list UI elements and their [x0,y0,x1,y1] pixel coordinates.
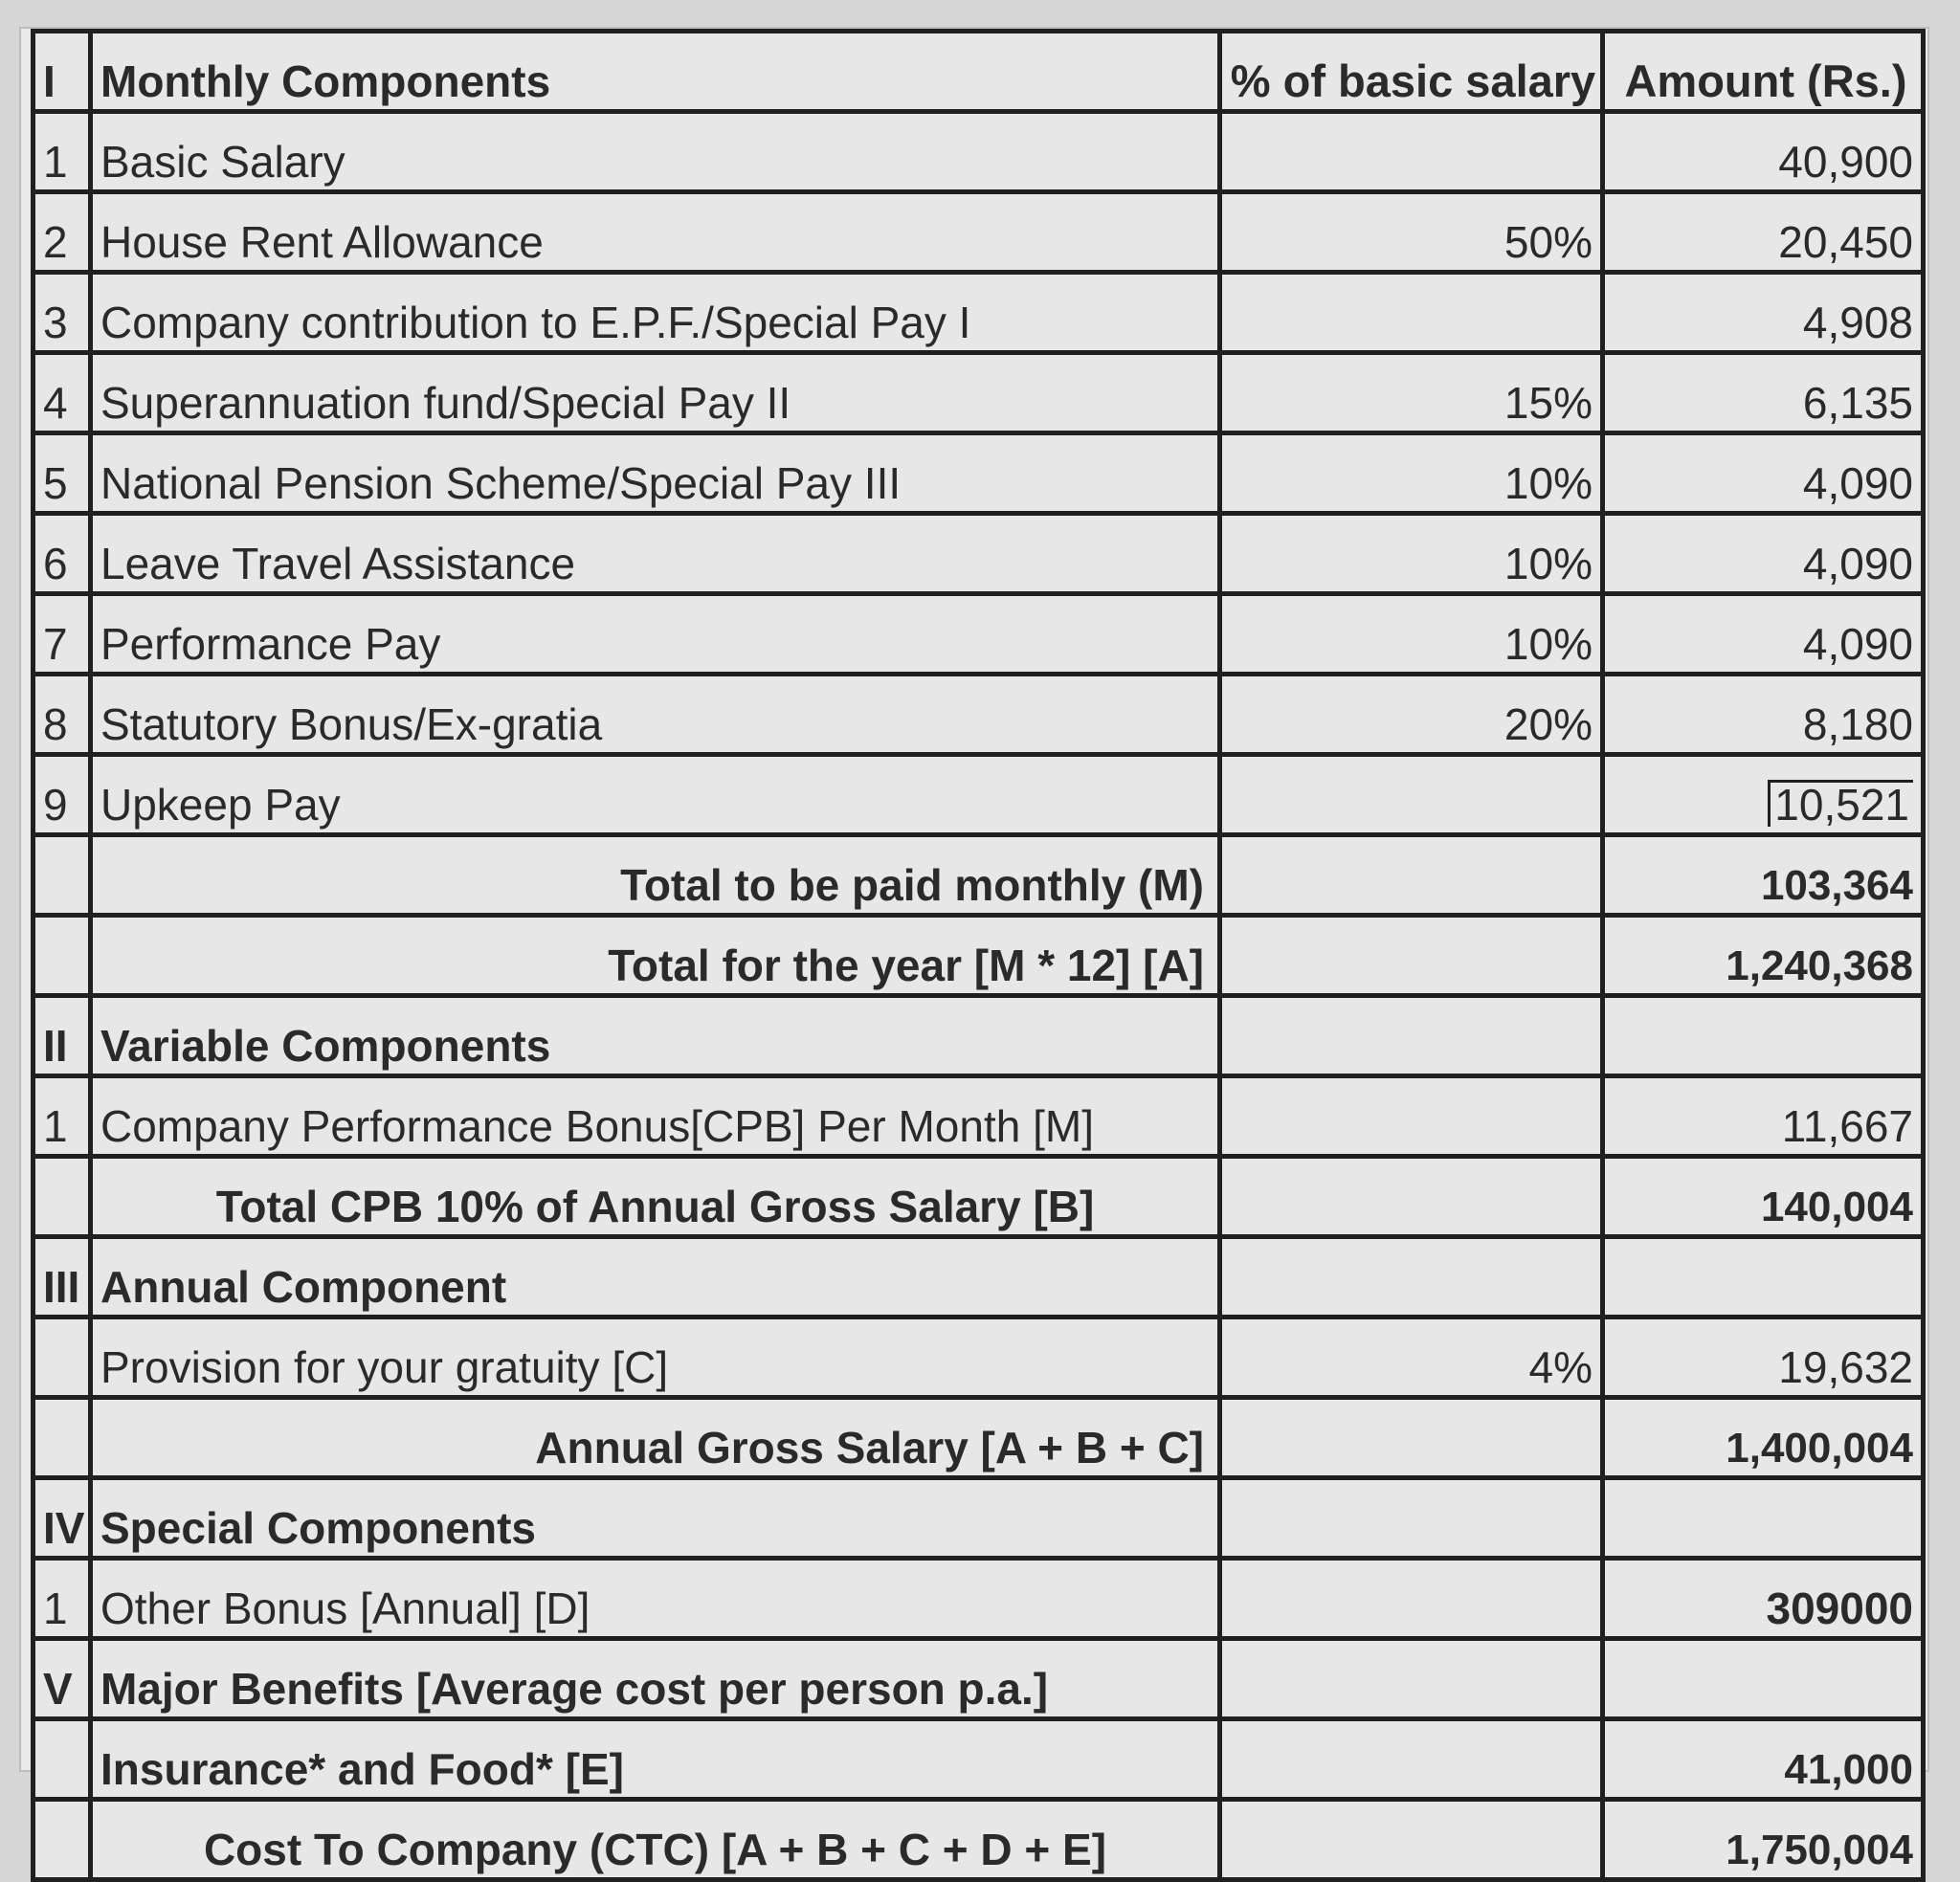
section-number: IV [33,1478,91,1559]
section-number: II [33,996,91,1076]
component-name: House Rent Allowance [91,192,1220,273]
component-name: Performance Pay [91,594,1220,675]
table-row [33,1317,1924,1398]
row-number: 3 [33,273,91,353]
section-title: Annual Component [91,1237,1220,1317]
component-amount: 309000 [1603,1559,1924,1639]
row-number: 4 [33,353,91,433]
special-section-row [33,1478,1924,1559]
total-cpb-label: Total CPB 10% of Annual Gross Salary [B] [91,1157,1220,1237]
component-name: Upkeep Pay [91,755,1220,835]
component-amount: 20,450 [1603,192,1924,273]
header-amount: Amount (Rs.) [1603,32,1924,112]
empty-cell [1220,1076,1603,1157]
component-percent [1220,755,1603,835]
empty-cell [33,1800,91,1880]
ctc-label: Cost To Company (CTC) [A + B + C + D + E] [91,1800,1220,1880]
empty-cell [1220,1800,1603,1880]
empty-cell [33,835,91,916]
variable-section-row [33,996,1924,1076]
table-row [33,433,1924,514]
empty-cell [1220,835,1603,916]
component-amount[interactable]: 10,521 [1768,780,1913,827]
component-percent: 10% [1220,594,1603,675]
component-amount: 4,090 [1603,594,1924,675]
table-row [33,1559,1924,1639]
benefits-section-row [33,1639,1924,1719]
empty-cell [33,916,91,996]
component-name: Leave Travel Assistance [91,514,1220,594]
component-name: Other Bonus [Annual] [D] [91,1559,1220,1639]
section-number: III [33,1237,91,1317]
component-amount: 11,667 [1603,1076,1924,1157]
total-year-row [33,916,1924,996]
insurance-label: Insurance* and Food* [E] [91,1719,1220,1800]
empty-cell [1220,1398,1603,1478]
annual-section-row [33,1237,1924,1317]
empty-cell [33,1157,91,1237]
table-row [33,514,1924,594]
total-monthly-row [33,835,1924,916]
total-monthly-amount: 103,364 [1603,835,1924,916]
table-row [33,353,1924,433]
section-title: Major Benefits [Average cost per person p.a.] [91,1639,1220,1719]
insurance-amount: 41,000 [1603,1719,1924,1800]
total-cpb-row [33,1157,1924,1237]
table-row [33,192,1924,273]
table-row [33,1076,1924,1157]
component-percent [1220,112,1603,192]
ctc-row [33,1800,1924,1880]
empty-cell [1603,1478,1924,1559]
total-year-amount: 1,240,368 [1603,916,1924,996]
component-percent: 10% [1220,514,1603,594]
section-number: V [33,1639,91,1719]
total-year-label: Total for the year [M * 12] [A] [91,916,1220,996]
table-row [33,594,1924,675]
upkeep-amount-cell [1603,755,1924,835]
component-name: Superannuation fund/Special Pay II [91,353,1220,433]
row-number: 2 [33,192,91,273]
annual-gross-row [33,1398,1924,1478]
component-name: Company Performance Bonus[CPB] Per Month [M] [91,1076,1220,1157]
row-number: 9 [33,755,91,835]
table-row [33,112,1924,192]
section-number: I [33,32,91,112]
empty-cell [1220,1559,1603,1639]
component-name: Basic Salary [91,112,1220,192]
component-amount: 40,900 [1603,112,1924,192]
component-amount: 4,908 [1603,273,1924,353]
total-monthly-label: Total to be paid monthly (M) [91,835,1220,916]
component-amount: 4,090 [1603,514,1924,594]
total-cpb-amount: 140,004 [1603,1157,1924,1237]
salary-sheet [21,29,1927,1874]
empty-cell [1220,996,1603,1076]
header-row [33,32,1924,112]
row-number: 1 [33,112,91,192]
empty-cell [1603,1237,1924,1317]
component-name: National Pension Scheme/Special Pay III [91,433,1220,514]
table-row [33,273,1924,353]
header-monthly-components: Monthly Components [91,32,1220,112]
row-number: 1 [33,1076,91,1157]
empty-cell [1220,1478,1603,1559]
insurance-row [33,1719,1924,1800]
annual-gross-label: Annual Gross Salary [A + B + C] [91,1398,1220,1478]
section-title: Variable Components [91,996,1220,1076]
header-percent-basic: % of basic salary [1220,32,1603,112]
component-name: Company contribution to E.P.F./Special Pay I [91,273,1220,353]
component-amount: 4,090 [1603,433,1924,514]
component-amount: 19,632 [1603,1317,1924,1398]
row-number: 5 [33,433,91,514]
component-percent [1220,273,1603,353]
empty-cell [1220,916,1603,996]
component-percent: 20% [1220,675,1603,755]
table-row [33,675,1924,755]
ctc-table [31,29,1926,1882]
component-amount: 8,180 [1603,675,1924,755]
ctc-amount: 1,750,004 [1603,1800,1924,1880]
empty-cell [1220,1719,1603,1800]
empty-cell [1220,1639,1603,1719]
empty-cell [33,1317,91,1398]
empty-cell [1603,996,1924,1076]
row-number: 7 [33,594,91,675]
section-title: Special Components [91,1478,1220,1559]
component-percent: 4% [1220,1317,1603,1398]
empty-cell [1220,1157,1603,1237]
empty-cell [33,1398,91,1478]
row-number: 6 [33,514,91,594]
table-row [33,755,1924,835]
component-name: Provision for your gratuity [C] [91,1317,1220,1398]
component-percent: 10% [1220,433,1603,514]
empty-cell [33,1719,91,1800]
empty-cell [1603,1639,1924,1719]
annual-gross-amount: 1,400,004 [1603,1398,1924,1478]
component-name: Statutory Bonus/Ex-gratia [91,675,1220,755]
component-amount: 6,135 [1603,353,1924,433]
component-percent: 50% [1220,192,1603,273]
component-percent: 15% [1220,353,1603,433]
row-number: 8 [33,675,91,755]
empty-cell [1220,1237,1603,1317]
row-number: 1 [33,1559,91,1639]
